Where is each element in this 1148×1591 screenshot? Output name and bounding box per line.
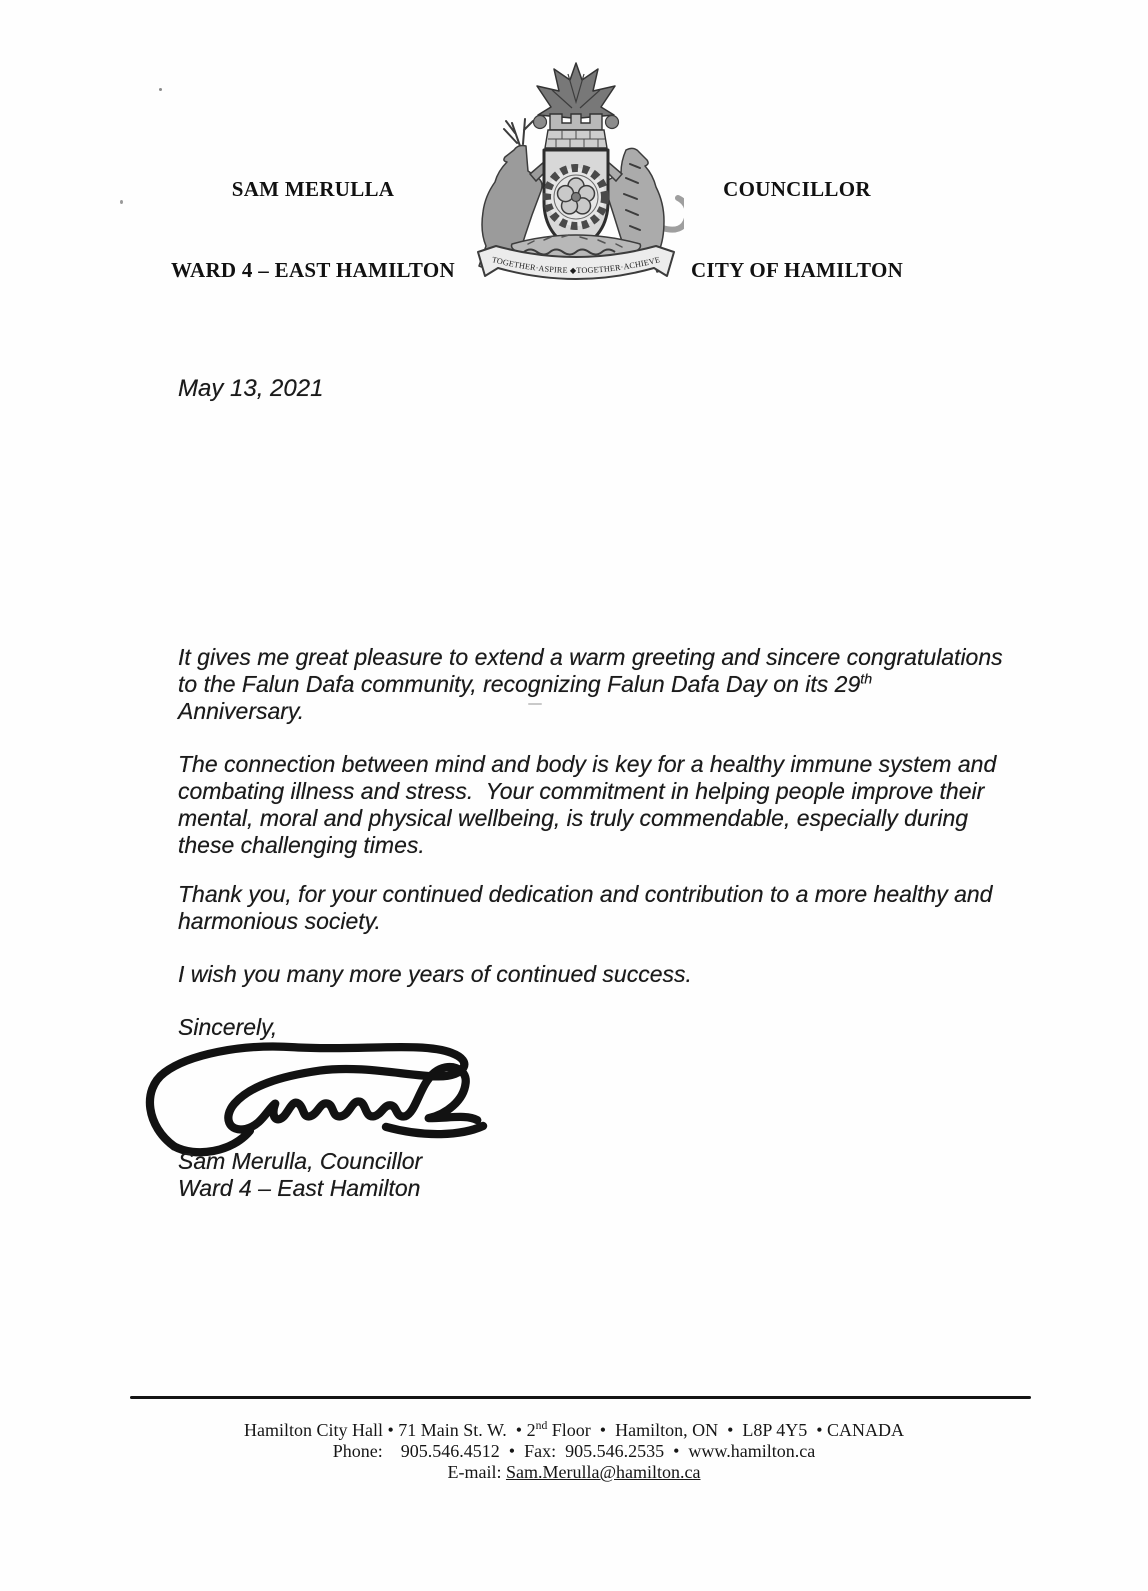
paragraph-greeting: [178, 644, 1003, 725]
header-right: [642, 122, 952, 338]
signer-name: Sam Merulla, Councillor: [178, 1148, 423, 1174]
footer-divider: [130, 1396, 1031, 1399]
scan-artifact: [159, 88, 162, 91]
email-label: E-mail:: [447, 1462, 506, 1482]
footer: [124, 1420, 1024, 1483]
paragraph-line: Anniversary.: [178, 698, 305, 724]
header-city: CITY OF HAMILTON: [690, 258, 904, 282]
scan-artifact: [120, 200, 123, 204]
header-ward: WARD 4 – EAST HAMILTON: [171, 258, 455, 282]
paragraph-wish: [178, 961, 692, 988]
crest-motto: TOGETHER·ASPIRE ◆TOGETHER·ACHIEVE: [491, 255, 661, 276]
footer-address-line: [124, 1420, 1024, 1441]
paragraph-line: It gives me great pleasure to extend a warm greeting and sincere congratulations: [178, 644, 1003, 670]
ordinal-superscript: nd: [535, 1419, 548, 1432]
paragraph-connection: [178, 751, 996, 859]
paragraph-line: harmonious society.: [178, 908, 381, 934]
paragraph-line: these challenging times.: [178, 832, 425, 858]
paragraph-line: The connection between mind and body is key for a healthy immune system and: [178, 751, 997, 777]
closing-text: Sincerely,: [178, 1014, 278, 1040]
footer-address-text: Hamilton City Hall • 71 Main St. W. • 2: [243, 1420, 536, 1440]
email-address: Sam.Merulla@hamilton.ca: [505, 1462, 701, 1482]
footer-email-line: [124, 1462, 1024, 1483]
footer-address-text: Floor • Hamilton, ON • L8P 4Y5 • CANADA: [547, 1420, 905, 1440]
paragraph-line: mental, moral and physical wellbeing, is truly commendable, especially during: [178, 805, 969, 831]
ordinal-superscript: th: [860, 671, 873, 688]
header-left: [148, 122, 478, 338]
paragraph-line: [178, 671, 1003, 698]
letter-date: May 13, 2021: [178, 375, 324, 402]
scan-artifact: [528, 703, 542, 705]
handwritten-signature: [130, 1022, 502, 1158]
paragraph-line: I wish you many more years of continued success.: [178, 961, 692, 987]
paragraph-thanks: [178, 881, 992, 935]
paragraph-line: combating illness and stress. Your commitment in helping people improve their: [178, 778, 985, 804]
footer-phone-line: Phone: 905.546.4512 • Fax: 905.546.2535 • www.hamilton.ca: [332, 1441, 816, 1461]
paragraph-line: Thank you, for your continued dedication and contribution to a more healthy and: [178, 881, 993, 907]
header-name: SAM MERULLA: [231, 177, 395, 201]
paragraph-line-text: to the Falun Dafa community, recognizing Falun Dafa Day on its 29: [178, 671, 861, 697]
signature-block: [178, 1148, 422, 1202]
header-title: COUNCILLOR: [723, 177, 871, 201]
signer-ward: Ward 4 – East Hamilton: [178, 1175, 421, 1201]
